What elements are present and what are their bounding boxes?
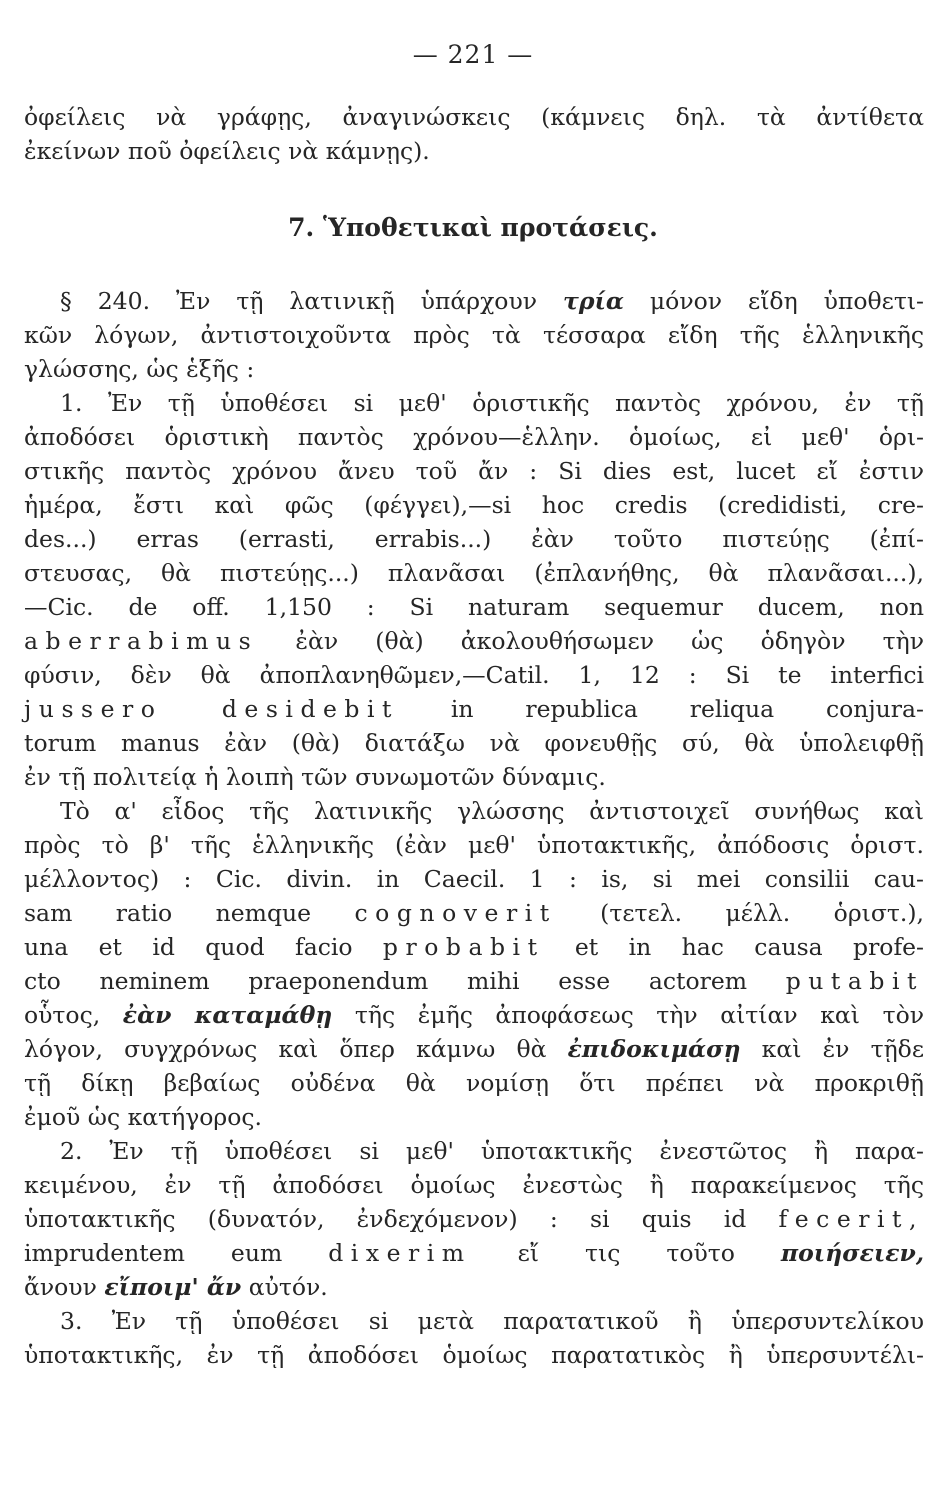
spaced-text: aberrabimus bbox=[24, 627, 259, 655]
text-line: οὗτος, ἐὰν καταμάθῃ τῆς ἐμῆς ἀποφάσεως τὴν αἰτίαν καὶ τὸν bbox=[24, 1001, 925, 1029]
text-line: στικῆς παντὸς χρόνου ἄνευ τοῦ ἄν : Si dies est, lucet εἴ ἐστιν bbox=[24, 457, 924, 485]
spaced-text: dixerim bbox=[328, 1239, 472, 1267]
emphasis-text: τρία bbox=[563, 287, 624, 315]
text-line: des...) erras (errasti, errabis...) ἐὰν τοῦτο πιστεύῃς (ἐπί- bbox=[24, 525, 924, 553]
text-line: sam ratio nemque cognoverit (τετελ. μέλλ. ὁριστ.), bbox=[24, 899, 925, 927]
text-line: 1. Ἐν τῇ ὑποθέσει si μεθ' ὁριστικῆς παντὸς χρόνου, ἐν τῇ bbox=[60, 389, 924, 417]
text-line: κῶν λόγων, ἀντιστοιχοῦντα πρὸς τὰ τέσσαρα εἴδη τῆς ἑλληνικῆς bbox=[24, 321, 924, 349]
emphasis-text: ἐὰν καταμάθῃ bbox=[122, 1001, 333, 1029]
text-line: aberrabimus ἐὰν (θὰ) ἀκολουθήσωμεν ὡς ὁδηγὸν τὴν bbox=[24, 627, 924, 655]
text-line: τῇ δίκῃ βεβαίως οὐδένα θὰ νομίσῃ ὅτι πρέπει νὰ προκριθῇ bbox=[24, 1069, 924, 1097]
heading-title: Ὑποθετικαὶ προτάσεις. bbox=[322, 213, 658, 242]
page-number: — 221 — bbox=[412, 40, 534, 69]
text-line: ὑποτακτικῆς, ἐν τῇ ἀποδόσει ὁμοίως παρατατικὸς ἢ ὑπερσυντέλι- bbox=[24, 1341, 924, 1369]
text-line: ἐμοῦ ὡς κατήγορος. bbox=[24, 1103, 263, 1131]
text-line: ἐν τῇ πολιτείᾳ ἡ λοιπὴ τῶν συνωμοτῶν δύναμις. bbox=[24, 763, 606, 791]
text-line: —Cic. de off. 1,150 : Si naturam sequemur ducem, non bbox=[24, 593, 924, 621]
text-line: μέλλοντος) : Cic. divin. in Caecil. 1 : is, si mei consilii cau- bbox=[24, 865, 924, 893]
text-line: φύσιν, δὲν θὰ ἀποπλανηθῶμεν,—Catil. 1, 12 : Si te interfici bbox=[24, 661, 924, 689]
text-line: πρὸς τὸ β' τῆς ἑλληνικῆς (ἐὰν μεθ' ὑποτακτικῆς, ἀπόδοσις ὁριστ. bbox=[24, 831, 924, 859]
text-line: jussero desidebit in republica reliqua conjura- bbox=[24, 695, 924, 723]
spaced-text: jussero desidebit bbox=[24, 695, 399, 723]
text-line: ἡμέρα, ἔστι καὶ φῶς (φέγγει),—si hoc credis (credidisti, cre- bbox=[24, 491, 924, 519]
spaced-text: putabit bbox=[785, 967, 924, 995]
text-line: Τὸ α' εἶδος τῆς λατινικῆς γλώσσης ἀντιστοιχεῖ συνήθως καὶ bbox=[60, 797, 924, 825]
emphasis-text: εἴποιμ' ἄν bbox=[104, 1273, 242, 1301]
text-line: ὑποτακτικῆς (δυνατόν, ἐνδεχόμενον) : si quis id fecerit, bbox=[24, 1205, 924, 1233]
text-line: una et id quod facio probabit et in hac causa profe- bbox=[24, 933, 924, 961]
emphasis-text: ποιήσειεν, bbox=[780, 1239, 924, 1267]
text-line: κειμένου, ἐν τῇ ἀποδόσει ὁμοίως ἐνεστὼς ἢ παρακείμενος τῆς bbox=[24, 1171, 924, 1199]
text-line: § 240. Ἐν τῇ λατινικῇ ὑπάρχουν τρία μόνον εἴδη ὑποθετι- bbox=[60, 287, 924, 315]
text-line: ἐκείνων ποῦ ὀφείλεις νὰ κάμνῃς). bbox=[24, 137, 430, 165]
section-heading bbox=[0, 213, 946, 242]
text-line: λόγον, συγχρόνως καὶ ὅπερ κάμνω θὰ ἐπιδοκιμάσῃ καὶ ἐν τῇδε bbox=[24, 1035, 925, 1063]
spaced-text: probabit bbox=[382, 933, 545, 961]
heading-number: 7. bbox=[288, 213, 315, 242]
text-line: ἄνουν εἴποιμ' ἄν αὐτόν. bbox=[24, 1273, 328, 1301]
text-line: torum manus ἐὰν (θὰ) διατάξω νὰ φονευθῇς σύ, θὰ ὑπολειφθῇ bbox=[24, 729, 924, 757]
text-line: ὀφείλεις νὰ γράφῃς, ἀναγινώσκεις (κάμνεις δηλ. τὰ ἀντίθετα bbox=[24, 103, 924, 131]
text-line: 2. Ἐν τῇ ὑποθέσει si μεθ' ὑποτακτικῆς ἐνεστῶτος ἢ παρα- bbox=[60, 1137, 924, 1165]
spaced-text: fecerit, bbox=[778, 1205, 924, 1233]
text-line: cto neminem praeponendum mihi esse actorem putabit bbox=[24, 967, 924, 995]
spaced-text: cognoverit bbox=[354, 899, 557, 927]
text-line: ἀποδόσει ὁριστικὴ παντὸς χρόνου—ἑλλην. ὁμοίως, εἰ μεθ' ὁρι- bbox=[24, 423, 924, 451]
text-line: imprudentem eum dixerim εἴ τις τοῦτο ποιήσειεν, bbox=[24, 1239, 924, 1267]
text-line: 3. Ἐν τῇ ὑποθέσει si μετὰ παρατατικοῦ ἢ ὑπερσυντελίκου bbox=[60, 1307, 924, 1335]
emphasis-text: ἐπιδοκιμάσῃ bbox=[567, 1035, 741, 1063]
text-line: γλώσσης, ὡς ἑξῆς : bbox=[24, 355, 255, 383]
text-line: στευσας, θὰ πιστεύῃς...) πλανᾶσαι (ἐπλανήθης, θὰ πλανᾶσαι...), bbox=[24, 559, 924, 587]
